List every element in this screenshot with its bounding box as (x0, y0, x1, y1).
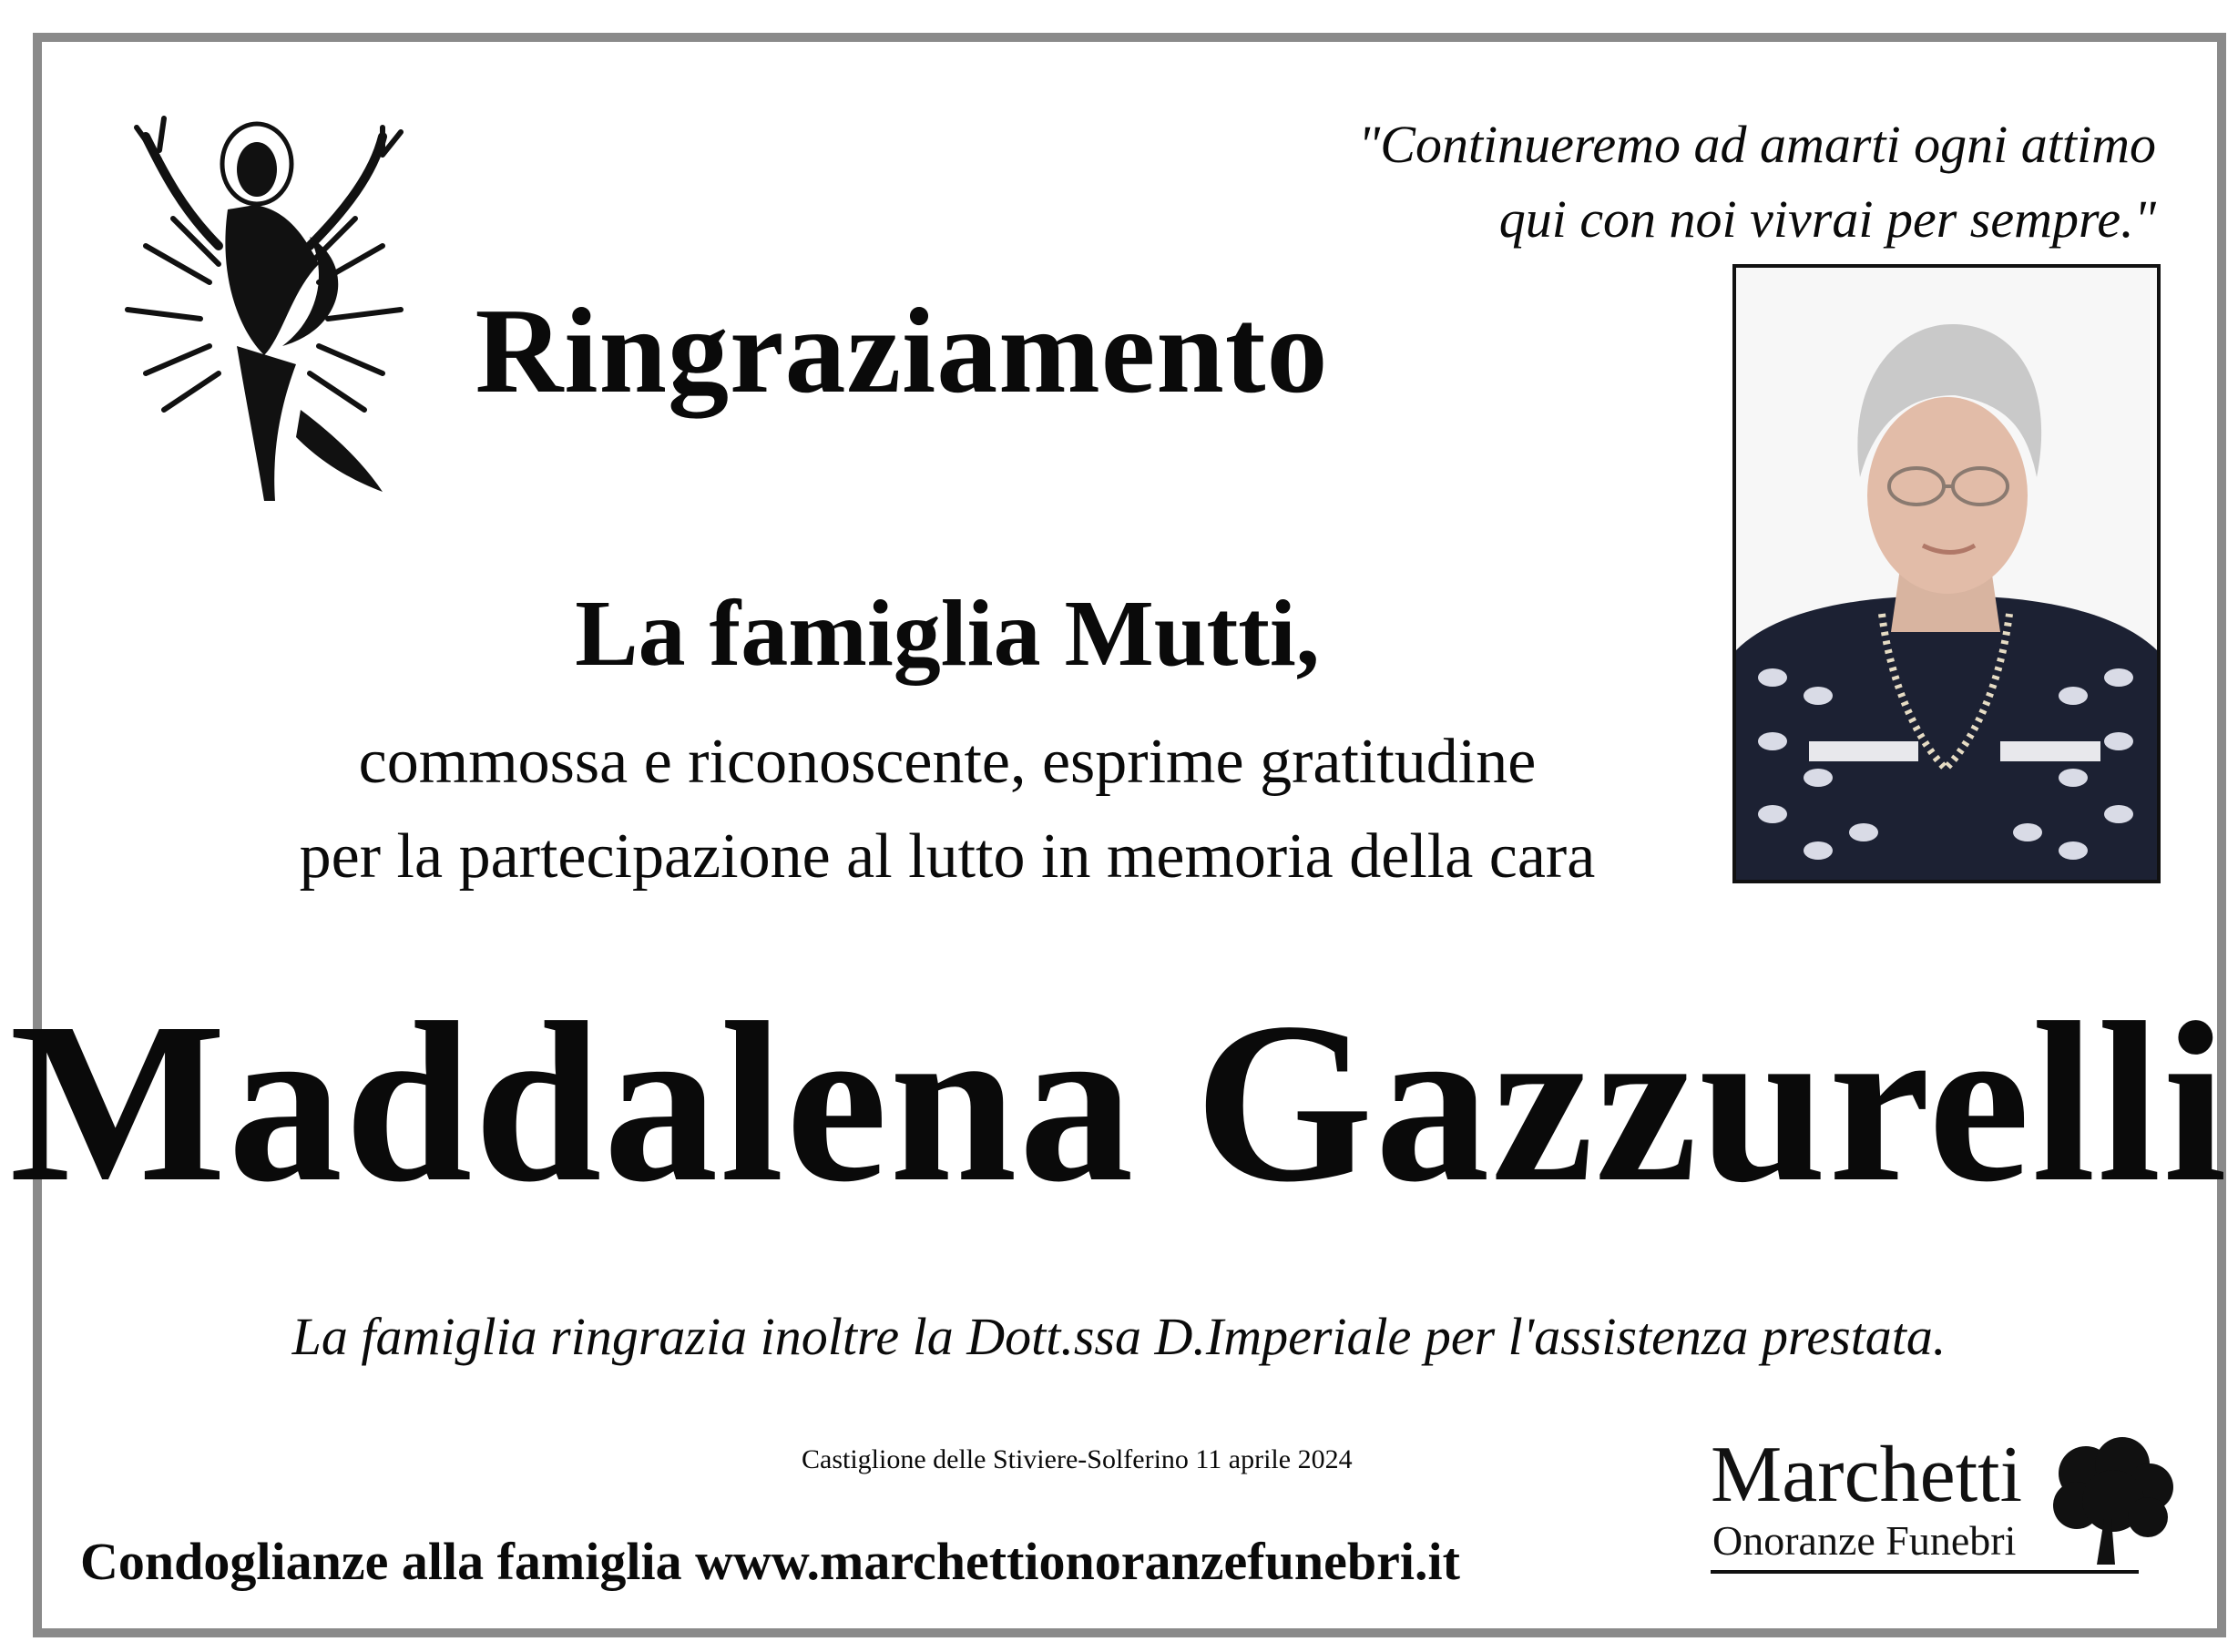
message-line-1: commossa e riconoscente, esprime gratitudine (358, 727, 1537, 797)
message-line-2: per la partecipazione al lutto in memoria della cara (299, 821, 1596, 892)
logo-subtitle: Onoranze Funebri (1712, 1517, 2017, 1564)
condolences-link[interactable]: Condoglianze alla famiglia www.marchettionoranzefunebri.it (80, 1532, 1460, 1591)
portrait-photo (1732, 264, 2161, 883)
thanks-note: La famiglia ringrazia inoltre la Dott.ssa D.Imperiale per l'assistenza prestata. (291, 1307, 1947, 1366)
quote-line-2: qui con noi vivrai per sempre." (1498, 189, 2156, 249)
family-heading: La famiglia Mutti, (575, 581, 1320, 686)
place-date: Castiglione delle Stiviere-Solferino 11 aprile 2024 (802, 1444, 1353, 1474)
tree-icon (2040, 1437, 2177, 1572)
deceased-name: Maddalena Gazzurelli (9, 974, 2229, 1229)
logo-name: Marchetti (1711, 1431, 2023, 1519)
quote-line-1: "Continueremo ad amarti ogni attimo (1357, 115, 2156, 174)
title-text: Ringraziamento (475, 283, 1329, 418)
funeral-home-logo (1703, 1432, 2177, 1577)
quote (1154, 107, 2156, 257)
